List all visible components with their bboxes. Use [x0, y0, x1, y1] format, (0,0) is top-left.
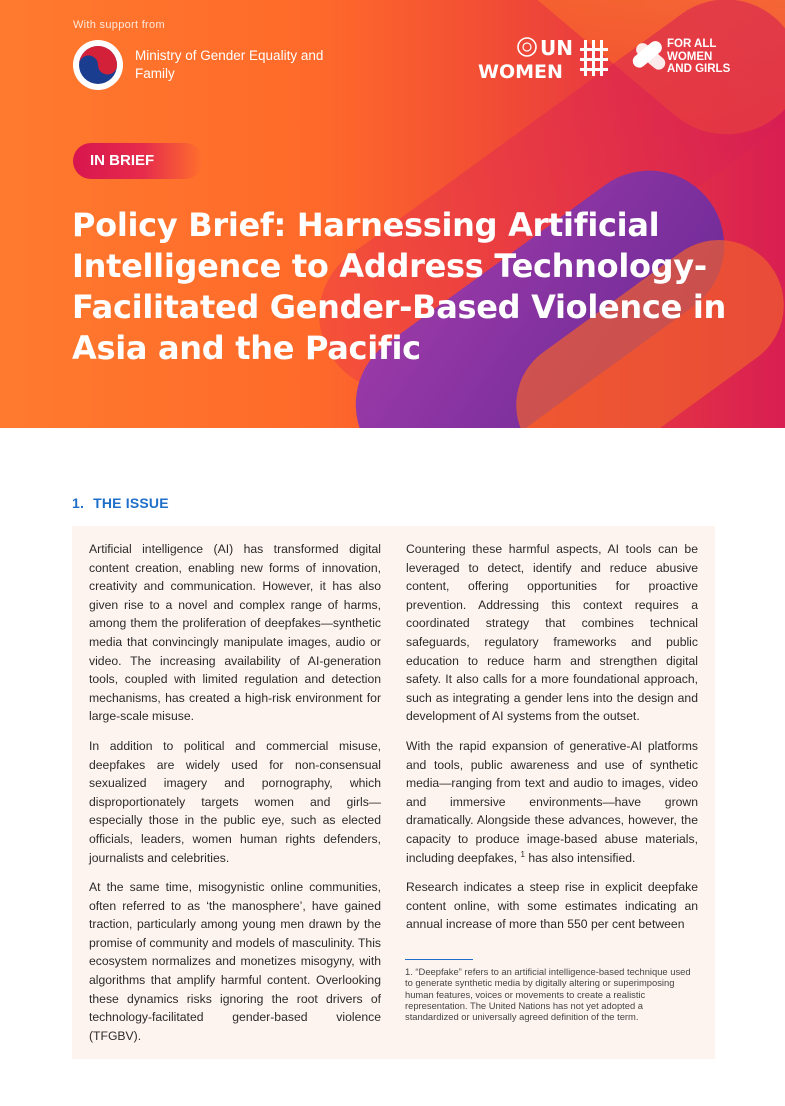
women-text: WOMEN	[478, 61, 563, 80]
taegeuk-emblem-icon	[72, 39, 124, 91]
forall-line-2: WOMEN	[667, 50, 713, 63]
in-brief-badge: IN BRIEF	[73, 143, 203, 179]
un-women-symbol	[580, 40, 608, 76]
for-all-women-and-girls-text	[667, 38, 777, 76]
page-title: Policy Brief: Harnessing Artificial Intelligence to Address Technology-Facilitated Gender-Based Violence in Asia and the Pacific	[72, 206, 726, 367]
paragraph-text: With the rapid expansion of generative-AI platforms and tools, public awareness and use of synthetic media—ranging from text and audio to images, video and immersive environments—have grown dramatically. Alongside these advances, however, the capacity to produce image-based abuse materials, including deepfakes,	[406, 738, 698, 865]
paragraph: Countering these harmful aspects, AI tools can be leveraged to detect, identify and reduce abusive content, offering opportunities for proactive prevention. Addressing this context requires a coordinated strategy that combines technical safeguards, regulatory frameworks and public education to reduce harm and strengthen digital safety. It also calls for a more foundational approach, such as integrating a gender lens into the design and development of AI systems from the outset.	[406, 542, 698, 724]
support-label: With support from	[73, 19, 165, 31]
ribbon-icon	[628, 34, 670, 76]
paragraph: In addition to political and commercial misuse, deepfakes are widely used for non-consensual sexualized imagery and pornography, which disproportionately targets women and girls—especially those in the public eye, such as elected officials, leaders, women human rights defenders, journalists and celebrities.	[89, 738, 381, 865]
paragraph: Research indicates a steep rise in explicit deepfake content online, with some estimates indicating an annual increase of more than 550 per cent between	[406, 880, 698, 932]
footnote: 1. “Deepfake” refers to an artificial intelligence-based technique used to generate synthetic media by digitally altering or superimposing human features, voices or movements to create a realistic representation. The United Nations has not yet adopted a standardized or universally agreed definition of the term.	[405, 966, 691, 1023]
paragraph	[406, 737, 698, 867]
paragraph-text-end: has also intensified.	[528, 850, 636, 865]
footnote-divider	[405, 959, 473, 960]
left-column	[89, 540, 381, 1056]
forall-line-1: FOR ALL	[667, 38, 717, 50]
right-column	[406, 540, 698, 945]
paragraph: Artificial intelligence (AI) has transformed digital content creation, enabling new forms of innovation, creativity and communication. However, it has also given rise to a novel and complex range of harms, among them the proliferation of deepfakes—synthetic media that convincingly manipulate images, audio or video. The increasing availability of AI-generation tools, coupled with limited regulation and detection mechanisms, has created a high-risk environment for large-scale misuse.	[89, 542, 381, 724]
hero-banner	[0, 0, 785, 428]
paragraph: At the same time, misogynistic online communities, often referred to as ‘the manosphere’, have gained traction, particularly among young men drawn by the promise of community and models of masculinity. This ecosystem normalizes and monetizes misogyny, with algorithms that amplify harmful content. Overlooking these dynamics risks ignoring the root drivers of technology-facilitated gender-based violence (TFGBV).	[89, 880, 381, 1043]
section-heading	[72, 495, 169, 511]
un-text: UN	[540, 36, 573, 60]
forall-line-3: AND GIRLS	[667, 63, 731, 75]
section-title: THE ISSUE	[93, 495, 169, 511]
ministry-name: Ministry of Gender Equality and Family	[135, 48, 324, 81]
section-number: 1.	[72, 495, 85, 511]
footnote-reference[interactable]: 1	[520, 849, 525, 859]
un-women-logo	[478, 36, 618, 80]
